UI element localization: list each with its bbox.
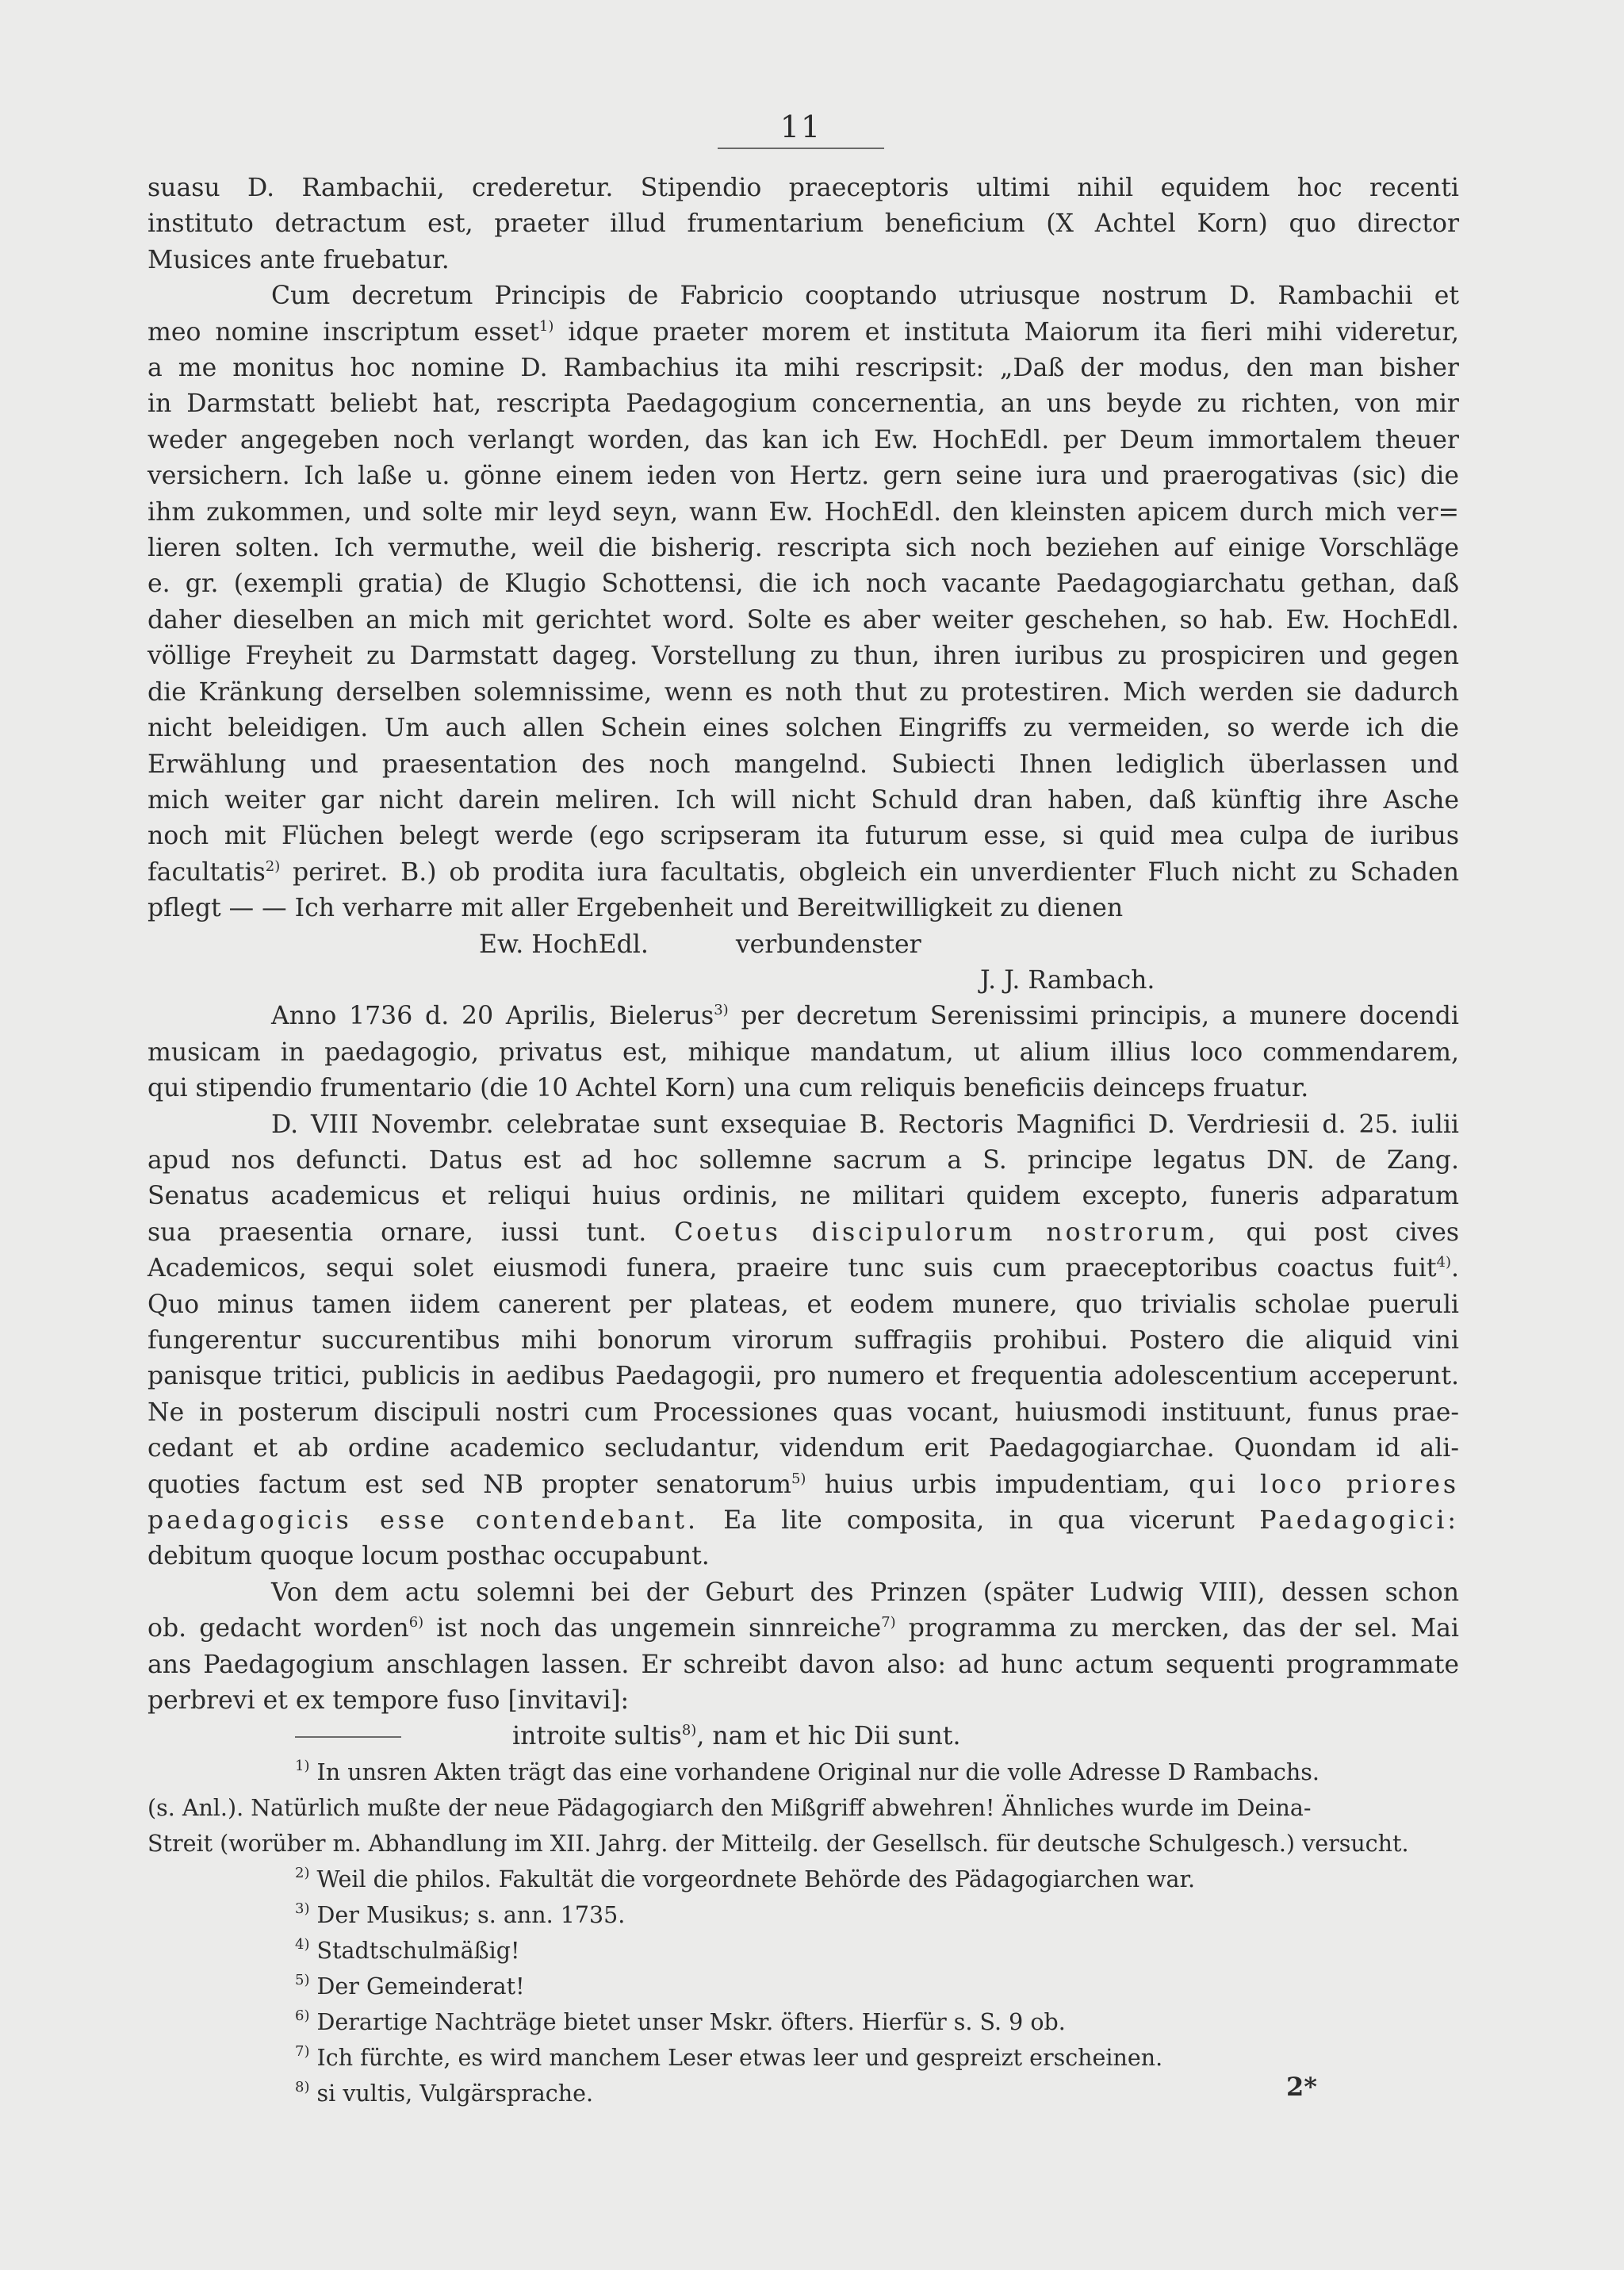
valediction: verbundenster — [735, 930, 921, 959]
footnote-6 — [147, 2004, 1459, 2040]
text-run: Anno 1736 d. 20 Aprilis, Bielerus — [271, 1002, 714, 1031]
footnote-mark: 4) — [295, 1936, 310, 1953]
paragraph-1 — [147, 171, 1459, 278]
text-line: perbrevi et ex tempore fuso [invitavi]: — [147, 1686, 630, 1716]
text-line: Von dem actu solemni bei der Geburt des Prinzen (später Ludwig VIII), dessen schon — [271, 1578, 1459, 1607]
text-line — [147, 1611, 1459, 1647]
footnote-text: Stadtschulmäßig! — [316, 1938, 520, 1964]
text-run: ob. gedacht worden — [147, 1614, 409, 1643]
text-line: Senatus academicus et reliqui huius ordinis, ne militari quidem excepto, funeris adparatum — [147, 1182, 1459, 1211]
footnote-mark: 5) — [295, 1972, 310, 1988]
footnote-text: Weil die philos. Fakultät die vorgeordnete Behörde des Pädagogiarchen war. — [316, 1866, 1196, 1892]
footnote-mark: 6) — [295, 2007, 310, 2024]
text-line: e. gr. (exempli gratia) de Klugio Schottensi, die ich noch vacante Paedagogiarchatu gethan, daß — [147, 569, 1459, 599]
text-line: daher dieselben an mich mit gerichtet word. Solte es aber weiter geschehen, so hab. Ew. HochEdl. — [147, 605, 1459, 635]
footnote-2 — [147, 1862, 1459, 1897]
text-line: a me monitus hoc nomine D. Rambachius ita mihi rescripsit: „Daß der modus, den man bisher — [147, 354, 1459, 383]
footnote-3 — [147, 1897, 1459, 1933]
footnote-text: Der Musikus; s. ann. 1735. — [316, 1902, 626, 1928]
text-line: debitum quoque locum posthac occupabunt. — [147, 1542, 710, 1571]
text-run: periret. B.) ob prodita iura facultatis, obgleich ein unverdienter Fluch nicht zu Schaden — [293, 857, 1460, 887]
footnote-8 — [147, 2076, 1459, 2111]
footnotes — [147, 1754, 1459, 2111]
text-run: programma zu mercken, das der sel. Mai — [908, 1614, 1460, 1643]
closing-line — [147, 927, 1459, 963]
text-run: Academicos, sequi solet eiusmodi funera, praeire tunc suis cum praeceptoribus coactus fuit — [147, 1254, 1437, 1283]
text-line: ans Paedagogium anschlagen lassen. Er schreibt davon also: ad hunc actum sequenti programmate — [147, 1650, 1459, 1679]
text-line — [147, 1503, 1459, 1539]
text-line: instituto detractum est, praeter illud frumentarium beneficium (X Achtel Korn) quo director — [147, 209, 1459, 239]
text-line: Erwählung und praesentation des noch mangelnd. Subiecti Ihnen lediglich überlassen und — [147, 750, 1459, 779]
text-line: Cum decretum Principis de Fabricio cooptando utriusque nostrum D. Rambachii et — [271, 282, 1459, 311]
footnote-mark: 3) — [295, 1900, 310, 1917]
text-run: facultatis — [147, 857, 266, 887]
text-line — [147, 855, 1459, 891]
spaced-text: paedagogicis esse contendebant. — [147, 1506, 699, 1536]
footnote-5 — [147, 1969, 1459, 2004]
body-text — [147, 171, 1459, 1755]
text-line: fungerentur succurentibus mihi bonorum virorum suffragiis prohibui. Postero die aliquid vini — [147, 1326, 1459, 1355]
text-line: lieren solten. Ich vermuthe, weil die bisherig. rescripta sich noch beziehen auf einige Vorschläge — [147, 534, 1459, 563]
footnote-1-cont: (s. Anl.). Natürlich mußte der neue Pädagogiarch den Mißgriff abwehren! Ähnliches wurde im Deina- — [147, 1795, 1312, 1821]
text-line: Musices ante fruebatur. — [147, 245, 450, 274]
text-line: Ne in posterum discipuli nostri cum Processiones quas vocant, huiusmodi instituunt, funus prae- — [147, 1398, 1459, 1427]
signature-name: J. J. Rambach. — [980, 965, 1155, 995]
text-line: D. VIII Novembr. celebratae sunt exsequiae B. Rectoris Magnifici D. Verdriesii d. 25. iulii — [271, 1110, 1459, 1139]
footnote-1 — [147, 1754, 1459, 1790]
footnote-ref: 4) — [1436, 1254, 1451, 1271]
text-line: weder angegeben noch verlangt worden, das kan ich Ew. HochEdl. per Deum immortalem theuer — [147, 425, 1459, 454]
footnote-text: Der Gemeinderat! — [316, 1973, 525, 2000]
text-run: sua praesentia ornare, iussi tunt. — [147, 1217, 647, 1247]
text-line: nicht beleidigen. Um auch allen Schein eines solchen Eingriffs zu vermeiden, so werde ich die — [147, 714, 1459, 743]
text-run: huius urbis impudentiam, — [824, 1470, 1170, 1499]
text-run: , nam et hic Dii sunt. — [696, 1722, 961, 1751]
footnote-4 — [147, 1933, 1459, 1969]
text-line: pflegt — — Ich verharre mit aller Ergebenheit und Bereitwilligkeit zu dienen — [147, 894, 1124, 923]
text-line: in Darmstatt beliebt hat, rescripta Paedagogium concernentia, an uns beyde zu richten, von mir — [147, 389, 1459, 419]
footnote-ref: 3) — [714, 1002, 729, 1019]
paragraph-2 — [147, 278, 1459, 999]
text-line: panisque tritici, publicis in aedibus Paedagogii, pro numero et frequentia adolescentium acceperunt. — [147, 1362, 1459, 1391]
text-line: suasu D. Rambachii, crederetur. Stipendio praeceptoris ultimi nihil equidem hoc recenti — [147, 174, 1459, 202]
salutation: Ew. HochEdl. — [479, 930, 649, 959]
footnote-mark: 8) — [295, 2079, 310, 2096]
paragraph-3 — [147, 999, 1459, 1106]
footnote-text: In unsren Akten trägt das eine vorhandene Original nur die volle Adresse D Rambachs. — [316, 1759, 1320, 1785]
footnote-ref: 2) — [265, 857, 281, 875]
text-run: meo nomine inscriptum esset — [147, 317, 539, 347]
text-line — [147, 315, 1459, 351]
footnote-ref: 5) — [791, 1470, 806, 1487]
text-run: idque praeter morem et instituta Maiorum ita fieri mihi videretur, — [568, 317, 1459, 347]
page-number-rule — [718, 148, 884, 149]
footnote-1-cont: Streit (worüber m. Abhandlung im XII. Jahrg. der Mitteilg. der Gesellsch. für deutsche Schulgesch.) versucht. — [147, 1831, 1409, 1857]
text-run: per decretum Serenissimi principis, a munere docendi — [741, 1002, 1459, 1031]
text-line: völlige Freyheit zu Darmstatt dageg. Vorstellung zu thun, ihren iuribus zu prospiciren und gegen — [147, 642, 1459, 671]
text-line: musicam in paedagogio, privatus est, mihique mandatum, ut alium illius loco commendarem, — [147, 1037, 1459, 1067]
page-number: 11 — [779, 109, 822, 144]
text-run: qui post cives — [1246, 1217, 1459, 1247]
text-line: ihm zukommen, und solte mir leyd seyn, wann Ew. HochEdl. den kleinsten apicem durch mich ver= — [147, 497, 1459, 527]
text-line — [147, 1215, 1459, 1251]
spaced-text: Coetus discipulorum nostrorum, — [674, 1217, 1219, 1247]
footnote-ref: 6) — [408, 1614, 424, 1632]
text-line — [147, 1467, 1459, 1503]
paragraph-4 — [147, 1107, 1459, 1575]
text-line: qui stipendio frumentario (die 10 Achtel Korn) una cum reliquis beneficiis deinceps fruatur. — [147, 1074, 1309, 1103]
footnote-ref: 7) — [881, 1614, 896, 1632]
paragraph-5 — [147, 1575, 1459, 1755]
text-line: Academicos, sequi solet eiusmodi funera, praeire tunc suis cum praeceptoribus coactus fuit$^{4)}$. — [147, 1254, 1459, 1283]
text-line — [147, 999, 1459, 1034]
text-line: apud nos defuncti. Datus est ad hoc sollemne sacrum a S. principe legatus DN. de Zang. — [147, 1145, 1459, 1175]
footnote-mark: 2) — [295, 1865, 310, 1881]
footnote-rule — [295, 1736, 401, 1738]
text-line: die Kränkung derselben solemnissime, wenn es noth thut zu protestiren. Mich werden sie dadurch — [147, 677, 1459, 707]
text-line: Quo minus tamen iidem canerent per plateas, et eodem munere, quo trivialis scholae pueruli — [147, 1290, 1459, 1319]
text-run: introite sultis — [512, 1722, 682, 1751]
text-run: ist noch das ungemein sinnreiche — [436, 1614, 882, 1643]
footnote-text: Derartige Nachträge bietet unser Mskr. öfters. Hierfür s. S. 9 ob. — [316, 2009, 1066, 2035]
footnote-text: si vultis, Vulgärsprache. — [316, 2080, 594, 2107]
spaced-text: Paedagogici: — [1259, 1506, 1460, 1536]
footnote-mark: 7) — [295, 2043, 310, 2060]
spaced-text: qui loco priores — [1189, 1470, 1460, 1499]
footnote-text: Ich fürchte, es wird manchem Leser etwas leer und gespreizt erscheinen. — [316, 2045, 1163, 2071]
text-run: quoties factum est sed NB propter senatorum — [147, 1470, 791, 1499]
text-run: Ea lite composita, in qua vicerunt — [723, 1506, 1235, 1536]
footnote-mark: 1) — [295, 1758, 310, 1774]
footnote-ref: 8) — [681, 1722, 697, 1739]
footnote-ref: 1) — [538, 317, 554, 335]
footnote-7 — [147, 2040, 1459, 2076]
text-line: mich weiter gar nicht darein meliren. Ich will nicht Schuld dran haben, daß künftig ihre Asche — [147, 785, 1459, 815]
text-line: cedant et ab ordine academico secludantur, videndum erit Paedagogiarchae. Quondam id ali- — [147, 1434, 1459, 1463]
signature-mark: 2* — [1286, 2072, 1317, 2102]
text-line: versichern. Ich laße u. gönne einem ieden von Hertz. gern seine iura und praerogativas (sic) die — [147, 462, 1459, 491]
text-line: noch mit Flüchen belegt werde (ego scripseram ita futurum esse, si quid mea culpa de iuribus — [147, 822, 1459, 851]
